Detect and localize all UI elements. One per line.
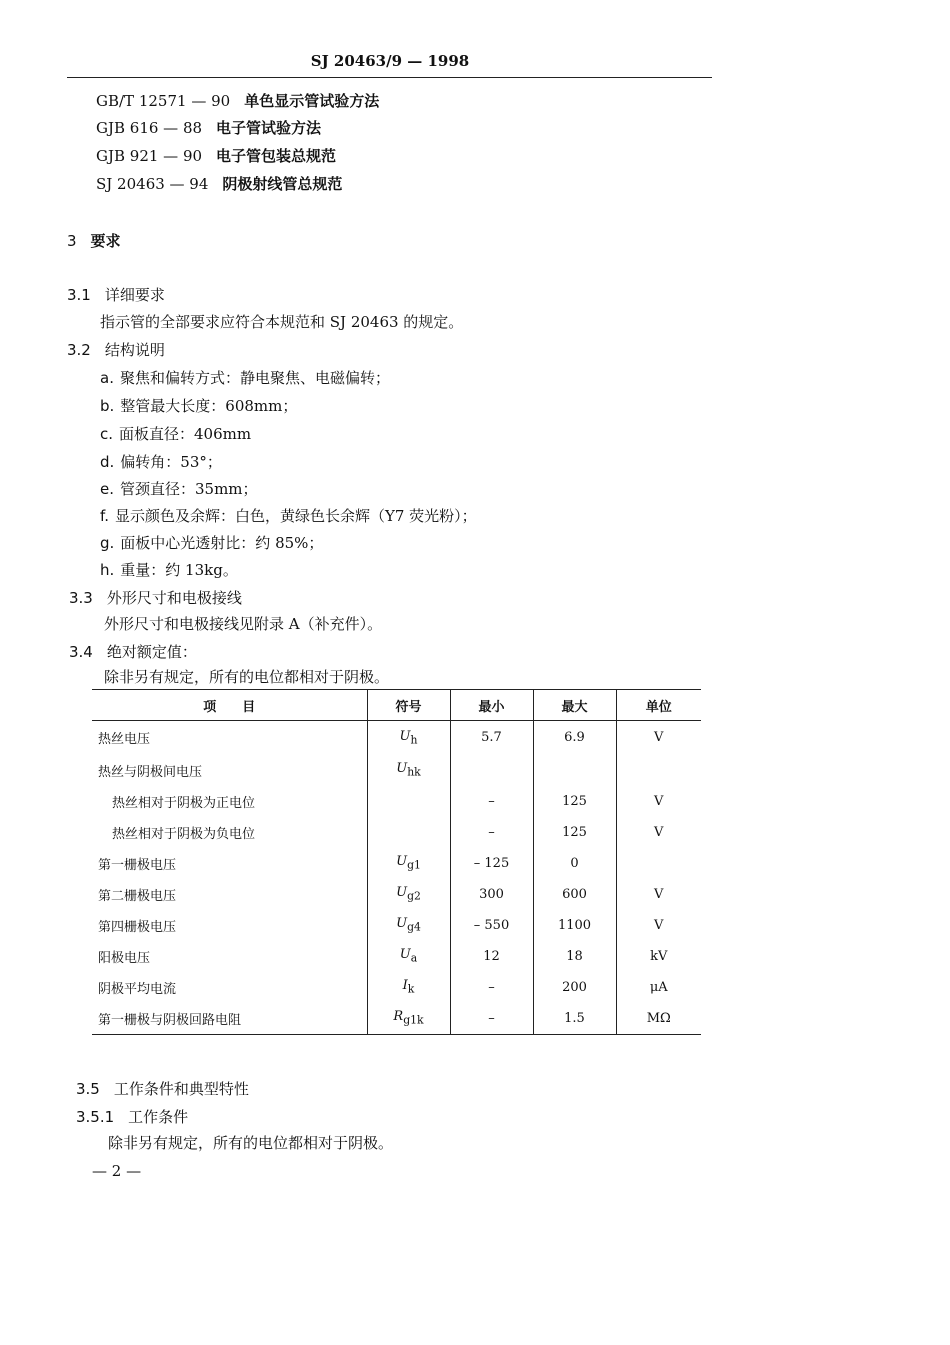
- cell-min: 5.7: [450, 721, 533, 755]
- cell-min: [450, 755, 533, 786]
- section-number: 3.5.1: [76, 1108, 115, 1126]
- list-text: 显示颜色及余辉：白色，黄绿色长余辉（Y7 荧光粉）；: [114, 507, 477, 525]
- paragraph: 除非另有规定，所有的电位都相对于阴极。: [108, 1134, 394, 1152]
- table-header-row: [92, 690, 701, 721]
- symbol-letter: I: [402, 978, 408, 994]
- cell-item: 阳极电压: [98, 950, 151, 966]
- section-heading-3-5: [76, 1078, 249, 1099]
- cell-max: [533, 755, 616, 786]
- reference-line: [96, 173, 342, 194]
- cell-max: 6.9: [533, 721, 616, 755]
- cell-item: 第二栅极电压: [98, 888, 177, 904]
- cell-symbol: [367, 941, 450, 972]
- section-title: 外形尺寸和电极接线: [106, 589, 242, 607]
- cell-symbol: [367, 817, 450, 848]
- reference-title: 电子管试验方法: [216, 119, 322, 137]
- symbol-subscript: g1k: [403, 1013, 424, 1027]
- symbol-letter: U: [396, 854, 408, 870]
- reference-code: GJB 616 — 88: [96, 119, 203, 137]
- cell-symbol: [367, 879, 450, 910]
- list-text: 面板中心光透射比：约 85%；: [120, 534, 324, 552]
- list-text: 面板直径：406mm: [119, 425, 252, 443]
- cell-unit: [616, 848, 701, 879]
- reference-code: SJ 20463 — 94: [96, 175, 209, 193]
- section-number: 3.1: [67, 286, 91, 304]
- cell-item: 第一栅极电压: [98, 857, 177, 873]
- list-letter: g.: [100, 534, 115, 552]
- section-title: 要求: [90, 232, 121, 250]
- list-letter: h.: [100, 561, 115, 579]
- cell-symbol: [367, 721, 450, 755]
- list-item: [100, 367, 390, 388]
- table-row: [92, 848, 701, 879]
- cell-max: 18: [533, 941, 616, 972]
- list-text: 偏转角：53°；: [120, 453, 222, 471]
- cell-min: –: [450, 972, 533, 1003]
- list-item: [100, 532, 323, 553]
- section-title: 工作条件: [128, 1108, 189, 1126]
- list-letter: f.: [100, 507, 109, 525]
- reference-title: 单色显示管试验方法: [244, 92, 380, 110]
- list-letter: e.: [100, 480, 114, 498]
- paragraph: 除非另有规定，所有的电位都相对于阴极。: [104, 668, 390, 686]
- cell-item: 第一栅极与阴极回路电阻: [92, 1003, 367, 1035]
- cell-symbol: [367, 786, 450, 817]
- reference-title: 阴极射线管总规范: [222, 175, 343, 193]
- cell-symbol: [367, 972, 450, 1003]
- symbol-letter: R: [393, 1009, 404, 1025]
- cell-item: 热丝相对于阴极为正电位: [112, 795, 256, 811]
- document-header: SJ 20463/9 — 1998: [310, 52, 470, 70]
- section-heading-3-3: [69, 587, 242, 608]
- list-letter: b.: [100, 397, 115, 415]
- page-number: — 2 —: [92, 1162, 142, 1180]
- symbol-subscript: a: [410, 951, 418, 965]
- cell-item: 热丝相对于阴极为负电位: [112, 826, 256, 842]
- column-header-max: 最大: [533, 690, 616, 721]
- cell-max: 1.5: [533, 1003, 616, 1035]
- cell-min: –: [450, 817, 533, 848]
- section-heading-3-2: [67, 339, 165, 360]
- cell-max: 200: [533, 972, 616, 1003]
- section-title: 工作条件和典型特性: [113, 1080, 249, 1098]
- cell-min: – 550: [450, 910, 533, 941]
- table-row: [92, 910, 701, 941]
- column-header-item: 项 目: [92, 690, 367, 721]
- cell-unit: V: [616, 817, 701, 848]
- cell-max: 0: [533, 848, 616, 879]
- list-text: 管颈直径：35mm；: [120, 480, 258, 498]
- cell-unit: kV: [616, 941, 701, 972]
- list-item: [100, 559, 238, 580]
- symbol-letter: U: [399, 947, 411, 963]
- table-row: [92, 941, 701, 972]
- cell-max: 600: [533, 879, 616, 910]
- symbol-subscript: h: [410, 733, 418, 747]
- table-row: [92, 721, 701, 755]
- cell-unit: μA: [616, 972, 701, 1003]
- header-rule: [67, 77, 712, 78]
- cell-item: 热丝电压: [98, 732, 151, 748]
- reference-code: GJB 921 — 90: [96, 147, 203, 165]
- paragraph: 外形尺寸和电极接线见附录 A（补充件）。: [104, 615, 383, 633]
- cell-symbol: [367, 755, 450, 786]
- section-number: 3: [67, 232, 77, 250]
- cell-unit: [616, 755, 701, 786]
- cell-unit: MΩ: [616, 1003, 701, 1035]
- cell-max: 1100: [533, 910, 616, 941]
- symbol-letter: U: [396, 761, 408, 777]
- section-title: 结构说明: [104, 341, 165, 359]
- section-heading-3-5-1: [76, 1106, 188, 1127]
- cell-symbol: [367, 910, 450, 941]
- list-letter: a.: [100, 369, 114, 387]
- table-row: [92, 817, 701, 848]
- symbol-letter: U: [399, 728, 411, 744]
- symbol-letter: U: [396, 885, 408, 901]
- cell-max: 125: [533, 817, 616, 848]
- symbol-subscript: g4: [407, 920, 421, 934]
- symbol-letter: U: [396, 916, 408, 932]
- cell-item: 第四栅极电压: [98, 919, 177, 935]
- cell-min: 300: [450, 879, 533, 910]
- cell-symbol: [367, 1003, 450, 1035]
- reference-code: GB/T 12571 — 90: [96, 92, 231, 110]
- symbol-subscript: k: [407, 982, 415, 996]
- symbol-subscript: g2: [407, 889, 421, 903]
- cell-min: –: [450, 786, 533, 817]
- reference-line: [96, 117, 321, 138]
- cell-min: – 125: [450, 848, 533, 879]
- section-heading-3: [67, 230, 121, 251]
- table-row: [92, 786, 701, 817]
- absolute-ratings-table: [92, 689, 701, 1035]
- cell-unit: V: [616, 721, 701, 755]
- table-row: [92, 1003, 701, 1035]
- column-header-min: 最小: [450, 690, 533, 721]
- cell-item: 阴极平均电流: [98, 981, 177, 997]
- reference-title: 电子管包装总规范: [216, 147, 337, 165]
- list-text: 聚焦和偏转方式：静电聚焦、电磁偏转；: [119, 369, 390, 387]
- list-text: 重量：约 13kg。: [120, 561, 238, 579]
- list-item: [100, 478, 258, 499]
- symbol-subscript: g1: [407, 858, 421, 872]
- cell-min: –: [450, 1003, 533, 1035]
- cell-symbol: [367, 848, 450, 879]
- column-header-unit: 单位: [616, 690, 701, 721]
- cell-item: 热丝与阴极间电压: [98, 764, 203, 780]
- table-row: [92, 879, 701, 910]
- section-title: 绝对额定值：: [106, 643, 197, 661]
- list-letter: c.: [100, 425, 114, 443]
- column-header-symbol: 符号: [367, 690, 450, 721]
- section-number: 3.4: [69, 643, 93, 661]
- paragraph: 指示管的全部要求应符合本规范和 SJ 20463 的规定。: [100, 313, 464, 331]
- reference-line: [96, 90, 379, 111]
- section-number: 3.3: [69, 589, 93, 607]
- list-item: [100, 505, 477, 526]
- table-row: [92, 755, 701, 786]
- section-title: 详细要求: [104, 286, 165, 304]
- section-number: 3.2: [67, 341, 91, 359]
- reference-line: [96, 145, 336, 166]
- section-heading-3-1: [67, 284, 165, 305]
- section-heading-3-4: [69, 641, 197, 662]
- section-number: 3.5: [76, 1080, 100, 1098]
- list-item: [100, 423, 251, 444]
- cell-min: 12: [450, 941, 533, 972]
- list-item: [100, 451, 222, 472]
- cell-unit: V: [616, 910, 701, 941]
- cell-max: 125: [533, 786, 616, 817]
- cell-unit: V: [616, 879, 701, 910]
- table-row: [92, 972, 701, 1003]
- symbol-subscript: hk: [407, 765, 421, 779]
- list-text: 整管最大长度：608mm；: [120, 397, 298, 415]
- list-letter: d.: [100, 453, 115, 471]
- list-item: [100, 395, 297, 416]
- cell-unit: V: [616, 786, 701, 817]
